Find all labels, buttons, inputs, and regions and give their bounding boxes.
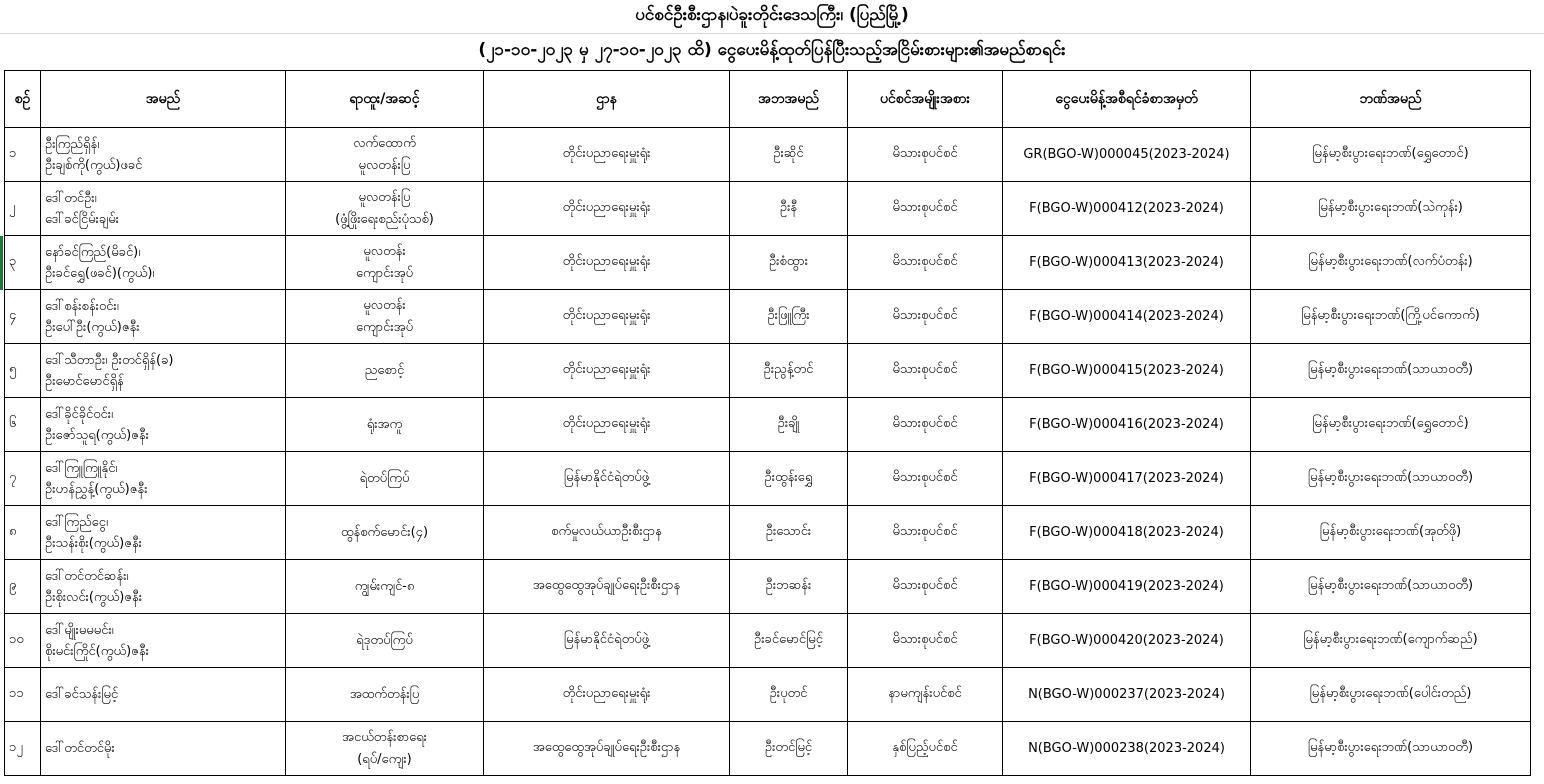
cell-order-ref[interactable] (1003, 236, 1251, 290)
cell-father[interactable] (730, 452, 848, 506)
cell-department-text: တိုင်းပညာရေးမှူးရုံး (562, 254, 651, 269)
cell-rank[interactable] (286, 290, 484, 344)
cell-order-ref-text: F(BGO-W)000412(2023-2024) (1029, 201, 1224, 216)
cell-bank[interactable] (1251, 722, 1531, 776)
cell-order-ref[interactable] (1003, 560, 1251, 614)
cell-father[interactable] (730, 668, 848, 722)
cell-father[interactable] (730, 722, 848, 776)
cell-no[interactable] (5, 668, 41, 722)
cell-bank[interactable] (1251, 182, 1531, 236)
cell-name-text: ဒေါ်တင်ဦး၊ (45, 190, 97, 206)
cell-bank-text: မြန်မာ့စီးပွားရေးဘဏ်(သာယာဝတီ) (1307, 578, 1474, 593)
cell-rank-text: (ရပ်/ကျေး) (357, 751, 412, 767)
cell-pension-type[interactable] (848, 236, 1003, 290)
cell-father[interactable] (730, 236, 848, 290)
cell-name-text: ဦးဇော်သူရ(ကွယ်)ဇနီး (45, 427, 149, 443)
col-header-rank: ရာထူး/အဆင့် (286, 71, 484, 128)
cell-department-text: မြန်မာနိုင်ငံရဲတပ်ဖွဲ့ (563, 632, 650, 647)
cell-order-ref-text: F(BGO-W)000415(2023-2024) (1029, 363, 1224, 378)
cell-order-ref[interactable] (1003, 668, 1251, 722)
cell-rank-text: (ဖွံ့ဖြိုးရေးစည်းပုံသစ်) (335, 211, 434, 227)
cell-order-ref[interactable] (1003, 452, 1251, 506)
col-header-name: အမည် (41, 71, 286, 128)
cell-no-text: ၁၀ (9, 632, 24, 647)
cell-name-text: ဒေါ်ခင်သန်းမြင့် (45, 687, 119, 702)
cell-no-text: ၁ (9, 146, 17, 161)
cell-bank-text: မြန်မာ့စီးပွားရေးဘဏ်(အုတ်ဖို) (1319, 524, 1462, 539)
cell-department[interactable] (484, 722, 730, 776)
cell-rank-text: ရုံးအကူ (366, 416, 403, 432)
cell-name[interactable] (41, 398, 286, 452)
cell-no-text: ၆ (9, 416, 17, 431)
cell-father-text: ဦးဘဆန်း (765, 578, 812, 593)
cell-order-ref[interactable] (1003, 398, 1251, 452)
cell-pension-type-text: မိသားစုပင်စင် (892, 524, 958, 539)
cell-department-text: အထွေထွေအုပ်ချုပ်ရေးဦးစီးဌာန (532, 578, 681, 593)
cell-department[interactable] (484, 398, 730, 452)
cell-pension-type-text: မိသားစုပင်စင် (892, 632, 958, 647)
cell-order-ref-text: F(BGO-W)000419(2023-2024) (1029, 579, 1224, 594)
cell-name[interactable] (41, 668, 286, 722)
cell-name-text: ဒေါ်တင်တင်မိုး (45, 741, 115, 756)
cell-name[interactable] (41, 344, 286, 398)
cell-pension-type[interactable] (848, 506, 1003, 560)
cell-pension-type-text: မိသားစုပင်စင် (892, 362, 958, 377)
cell-name-text: ဦးသန်းစိုး(ကွယ်)ဇနီး (45, 535, 142, 551)
cell-bank-text: မြန်မာ့စီးပွားရေးဘဏ်(ကြို့ပင်ကောက်) (1301, 308, 1480, 323)
cell-department[interactable] (484, 668, 730, 722)
cell-rank-text: ကျောင်းအုပ် (355, 319, 414, 335)
cell-bank-text: မြန်မာ့စီးပွားရေးဘဏ်(လက်ပံတန်း) (1308, 254, 1473, 269)
table-row[interactable] (5, 128, 1531, 182)
cell-department-text: တိုင်းပညာရေးမှူးရုံး (562, 200, 651, 215)
cell-bank[interactable] (1251, 506, 1531, 560)
cell-pension-type-text: မိသားစုပင်စင် (892, 578, 958, 593)
table-row[interactable] (5, 668, 1531, 722)
cell-bank-text: မြန်မာ့စီးပွားရေးဘဏ်(ပေါင်းတည်) (1309, 686, 1472, 701)
table-row[interactable] (5, 614, 1531, 668)
page-title: ပင်စင်ဦးစီးဌာန၊ပဲခူးတိုင်းဒေသကြီး၊ (ပြည်မြို့) (635, 5, 909, 25)
table-row[interactable] (5, 344, 1531, 398)
cell-name[interactable] (41, 506, 286, 560)
cell-department-text: တိုင်းပညာရေးမှူးရုံး (562, 362, 651, 377)
cell-name-text: ဒေါ်မျိုးမမမင်း၊ (45, 622, 114, 638)
cell-order-ref-text: F(BGO-W)000420(2023-2024) (1029, 633, 1224, 648)
cell-name[interactable] (41, 614, 286, 668)
col-header-order-ref: ငွေပေးမိန့်အစီရင်ခံစာအမှတ် (1003, 71, 1251, 128)
cell-rank[interactable] (286, 182, 484, 236)
cell-pension-type-text: မိသားစုပင်စင် (892, 308, 958, 323)
cell-department[interactable] (484, 506, 730, 560)
cell-pension-type[interactable] (848, 344, 1003, 398)
cell-department[interactable] (484, 290, 730, 344)
cell-department-text: မြန်မာနိုင်ငံရဲတပ်ဖွဲ့ (563, 470, 650, 485)
cell-no-text: ၈ (9, 524, 17, 539)
cell-name-text: ဦးကြည်ရှိန်၊ (45, 136, 100, 152)
cell-rank[interactable] (286, 668, 484, 722)
col-header-department: ဌာန (484, 71, 730, 128)
cell-rank[interactable] (286, 452, 484, 506)
cell-name-text: ဒေါ်ခင်ငြိမ်းချမ်း (45, 211, 119, 227)
cell-no[interactable] (5, 452, 41, 506)
col-header-bank: ဘဏ်အမည် (1251, 71, 1531, 128)
cell-no[interactable] (5, 506, 41, 560)
cell-rank[interactable] (286, 560, 484, 614)
cell-father[interactable] (730, 614, 848, 668)
cell-bank-text: မြန်မာ့စီးပွားရေးဘဏ်(သဲကုန်း) (1318, 200, 1463, 215)
cell-order-ref-text: GR(BGO-W)000045(2023-2024) (1023, 147, 1230, 162)
cell-department-text: တိုင်းပညာရေးမှူးရုံး (562, 146, 651, 161)
cell-department[interactable] (484, 560, 730, 614)
cell-department-text: စက်မှုလယ်ယာဦးစီးဌာန (551, 524, 662, 539)
cell-rank-text: အငယ်တန်းစာရေး (342, 729, 427, 745)
cell-father[interactable] (730, 560, 848, 614)
cell-name-text: ဦးမောင်မောင်ရှိန် (45, 373, 124, 389)
cell-pension-type[interactable] (848, 614, 1003, 668)
cell-father-text: ဦးညွန့်တင် (763, 362, 814, 377)
col-header-no: စဉ် (5, 71, 41, 128)
cell-name-text: စိုးမင်းကြိုင်(ကွယ်)ဇနီး (45, 643, 149, 659)
pension-register-table (4, 70, 1531, 776)
cell-no-text: ၁၂ (9, 740, 23, 755)
cell-name-text: ဦးပေါ်ဦး(ကွယ်)ဇနီး (45, 319, 140, 335)
cell-father-text: ဦးဖြူကြီး (767, 308, 810, 323)
cell-department-text: တိုင်းပညာရေးမှူးရုံး (562, 308, 651, 323)
cell-father[interactable] (730, 344, 848, 398)
cell-rank-text: ညစောင့် (364, 362, 405, 378)
cell-no-text: ၁၁ (9, 686, 24, 701)
table-row[interactable] (5, 398, 1531, 452)
cell-department[interactable] (484, 614, 730, 668)
cell-bank-text: မြန်မာ့စီးပွားရေးဘဏ်(သာယာဝတီ) (1307, 362, 1474, 377)
cell-no[interactable] (5, 614, 41, 668)
cell-bank-text: မြန်မာ့စီးပွားရေးဘဏ်(သာယာဝတီ) (1307, 470, 1474, 485)
cell-department[interactable] (484, 344, 730, 398)
cell-order-ref-text: F(BGO-W)000418(2023-2024) (1029, 525, 1224, 540)
cell-order-ref[interactable] (1003, 614, 1251, 668)
cell-no-text: ၅ (9, 362, 17, 377)
cell-rank-text: ရဲဒုတပ်ကြပ် (356, 632, 413, 648)
cell-no[interactable] (5, 290, 41, 344)
cell-pension-type[interactable] (848, 398, 1003, 452)
cell-rank[interactable] (286, 128, 484, 182)
cell-father-text: ဦးဆိုင် (773, 146, 804, 161)
cell-bank[interactable] (1251, 398, 1531, 452)
cell-department-text: အထွေထွေအုပ်ချုပ်ရေးဦးစီးဌာန (532, 740, 681, 755)
cell-name-text: ဒေါ်ကြည်ငွေ၊ (45, 514, 108, 530)
cell-rank[interactable] (286, 398, 484, 452)
cell-name[interactable] (41, 128, 286, 182)
cell-no[interactable] (5, 560, 41, 614)
cell-pension-type-text: မိသားစုပင်စင် (892, 200, 958, 215)
cell-name-text: ဒေါ်စန်းစန်းဝင်း၊ (45, 298, 119, 314)
cell-father[interactable] (730, 506, 848, 560)
cell-no[interactable] (5, 182, 41, 236)
cell-bank-text: မြန်မာ့စီးပွားရေးဘဏ်(ကျောက်ဆည်) (1303, 632, 1478, 647)
cell-name-text: ဦးခင်ရွှေ(ဖခင်)(ကွယ်)၊ (45, 265, 155, 281)
cell-father-text: ဦးချို (777, 416, 800, 431)
cell-no[interactable] (5, 128, 41, 182)
cell-pension-type[interactable] (848, 560, 1003, 614)
table-row[interactable] (5, 236, 1531, 290)
cell-father-text: ဦးထွန်းရွှေ (764, 470, 813, 485)
cell-order-ref[interactable] (1003, 128, 1251, 182)
cell-pension-type[interactable] (848, 290, 1003, 344)
cell-father-text: ဦးနီ (779, 200, 798, 215)
cell-no[interactable] (5, 722, 41, 776)
cell-name-text: ဒေါ်တင်တင်ဆန်း၊ (45, 568, 129, 584)
cell-order-ref-text: N(BGO-W)000237(2023-2024) (1028, 687, 1225, 702)
cell-department[interactable] (484, 452, 730, 506)
cell-rank-text: အထက်တန်းပြ (349, 686, 420, 702)
cell-order-ref[interactable] (1003, 506, 1251, 560)
cell-father[interactable] (730, 290, 848, 344)
cell-name-text: ဦးစိုးလင်း(ကွယ်)ဇနီး (45, 589, 143, 605)
cell-order-ref-text: F(BGO-W)000413(2023-2024) (1029, 255, 1224, 270)
cell-father-text: ဦးတင်မြင့် (764, 740, 813, 755)
cell-father[interactable] (730, 398, 848, 452)
cell-name-text: ဒေါ်ခိုင်ခိုင်ဝင်း၊ (45, 406, 114, 422)
cell-no-text: ၄ (9, 308, 17, 323)
cell-order-ref-text: N(BGO-W)000238(2023-2024) (1028, 741, 1225, 756)
cell-name-text: ဦးချစ်ကို(ကွယ်)ဖခင် (45, 157, 143, 173)
cell-rank-text: မူလတန်းပြ (358, 189, 411, 205)
table-row[interactable] (5, 290, 1531, 344)
cell-pension-type[interactable] (848, 722, 1003, 776)
cell-bank[interactable] (1251, 560, 1531, 614)
cell-father-text: ဦးခင်မောင်မြင့် (754, 632, 823, 647)
cell-father-text: ဦးပုတင် (769, 686, 808, 701)
cell-no-text: ၃ (9, 254, 17, 269)
cell-pension-type-text: နာမကျန်းပင်စင် (888, 686, 962, 701)
page-subtitle: (၂၁-၁၀-၂၀၂၃ မှ ၂၇-၁၀-၂၀၂၃ ထိ) ငွေပေးမိန့်ထုတ်ပြန်ပြီးသည့်အငြိမ်းစားများ၏အမည်စာရင်း (478, 40, 1066, 60)
col-header-father: အဘအမည် (730, 71, 848, 128)
cell-no-text: ၂ (9, 200, 16, 215)
cell-bank[interactable] (1251, 290, 1531, 344)
cell-father-text: ဦးသောင်း (765, 524, 812, 539)
cell-pension-type-text: မိသားစုပင်စင် (892, 416, 958, 431)
cell-rank-text: မူလတန်းပြ (358, 157, 411, 173)
cell-no[interactable] (5, 344, 41, 398)
cell-name[interactable] (41, 722, 286, 776)
table-row[interactable] (5, 182, 1531, 236)
cell-name-text: ဒေါ်ကြူကြူနိုင်၊ (45, 460, 118, 476)
cell-no-text: ၇ (9, 470, 17, 485)
cell-name[interactable] (41, 236, 286, 290)
cell-name[interactable] (41, 560, 286, 614)
cell-pension-type-text: မိသားစုပင်စင် (892, 470, 958, 485)
cell-rank-text: ရဲတပ်ကြပ် (359, 470, 410, 486)
cell-order-ref[interactable] (1003, 344, 1251, 398)
cell-bank-text: မြန်မာ့စီးပွားရေးဘဏ်(ရွှေတောင်) (1312, 416, 1469, 431)
cell-father[interactable] (730, 128, 848, 182)
cell-bank-text: မြန်မာ့စီးပွားရေးဘဏ်(သာယာဝတီ) (1307, 740, 1474, 755)
table-row[interactable] (5, 560, 1531, 614)
cell-bank-text: မြန်မာ့စီးပွားရေးဘဏ်(ရွှေတောင်) (1312, 146, 1469, 161)
cell-name[interactable] (41, 182, 286, 236)
table-row[interactable] (5, 506, 1531, 560)
cell-department[interactable] (484, 236, 730, 290)
cell-pension-type[interactable] (848, 668, 1003, 722)
cell-department-text: တိုင်းပညာရေးမှူးရုံး (562, 686, 651, 701)
cell-pension-type-text: မိသားစုပင်စင် (892, 254, 958, 269)
cell-rank-text: မူလတန်း (363, 297, 406, 313)
header-row (5, 71, 1531, 128)
cell-department[interactable] (484, 182, 730, 236)
cell-department-text: တိုင်းပညာရေးမှူးရုံး (562, 416, 651, 431)
col-header-pension-type: ပင်စင်အမျိုးအစား (848, 71, 1003, 128)
cell-name[interactable] (41, 452, 286, 506)
cell-order-ref-text: F(BGO-W)000414(2023-2024) (1029, 309, 1224, 324)
cell-order-ref-text: F(BGO-W)000416(2023-2024) (1029, 417, 1224, 432)
cell-father-text: ဦးစံထွား (768, 254, 809, 269)
cell-rank-text: ထွန်စက်မောင်း(၄) (340, 524, 429, 540)
cell-rank-text: လက်ထောက် (353, 135, 416, 151)
cell-department[interactable] (484, 128, 730, 182)
cell-name-text: နော်ခင်ကြည်(မိခင်)၊ (45, 244, 141, 260)
cell-rank[interactable] (286, 344, 484, 398)
cell-order-ref[interactable] (1003, 290, 1251, 344)
cell-bank[interactable] (1251, 668, 1531, 722)
cell-rank[interactable] (286, 236, 484, 290)
table-row[interactable] (5, 452, 1531, 506)
cell-order-ref-text: F(BGO-W)000417(2023-2024) (1029, 471, 1224, 486)
cell-bank[interactable] (1251, 128, 1531, 182)
cell-pension-type[interactable] (848, 182, 1003, 236)
cell-pension-type[interactable] (848, 128, 1003, 182)
table-row[interactable] (5, 722, 1531, 776)
cell-no[interactable] (5, 398, 41, 452)
cell-pension-type[interactable] (848, 452, 1003, 506)
cell-bank[interactable] (1251, 236, 1531, 290)
cell-name[interactable] (41, 290, 286, 344)
cell-bank[interactable] (1251, 614, 1531, 668)
cell-order-ref[interactable] (1003, 722, 1251, 776)
cell-pension-type-text: မိသားစုပင်စင် (892, 146, 958, 161)
selection-indicator (0, 236, 3, 290)
cell-rank-text: ကျောင်းအုပ် (355, 265, 414, 281)
cell-bank[interactable] (1251, 344, 1531, 398)
cell-bank[interactable] (1251, 452, 1531, 506)
cell-order-ref[interactable] (1003, 182, 1251, 236)
cell-pension-type-text: နှစ်ပြည့်ပင်စင် (892, 740, 958, 755)
cell-rank[interactable] (286, 614, 484, 668)
cell-rank[interactable] (286, 506, 484, 560)
cell-name-text: ဒေါ်သီတာဦး၊ ဦးတင်ရှိန်(ခ) (45, 352, 174, 368)
cell-rank-text: ကျွမ်းကျင်-၈ (354, 578, 415, 594)
cell-no-text: ၉ (9, 578, 17, 593)
cell-name-text: ဦးဟန်ညွှန့်(ကွယ်)ဇနီး (45, 481, 148, 497)
cell-father[interactable] (730, 182, 848, 236)
cell-rank-text: မူလတန်း (363, 243, 406, 259)
cell-rank[interactable] (286, 722, 484, 776)
cell-no[interactable] (5, 236, 41, 290)
